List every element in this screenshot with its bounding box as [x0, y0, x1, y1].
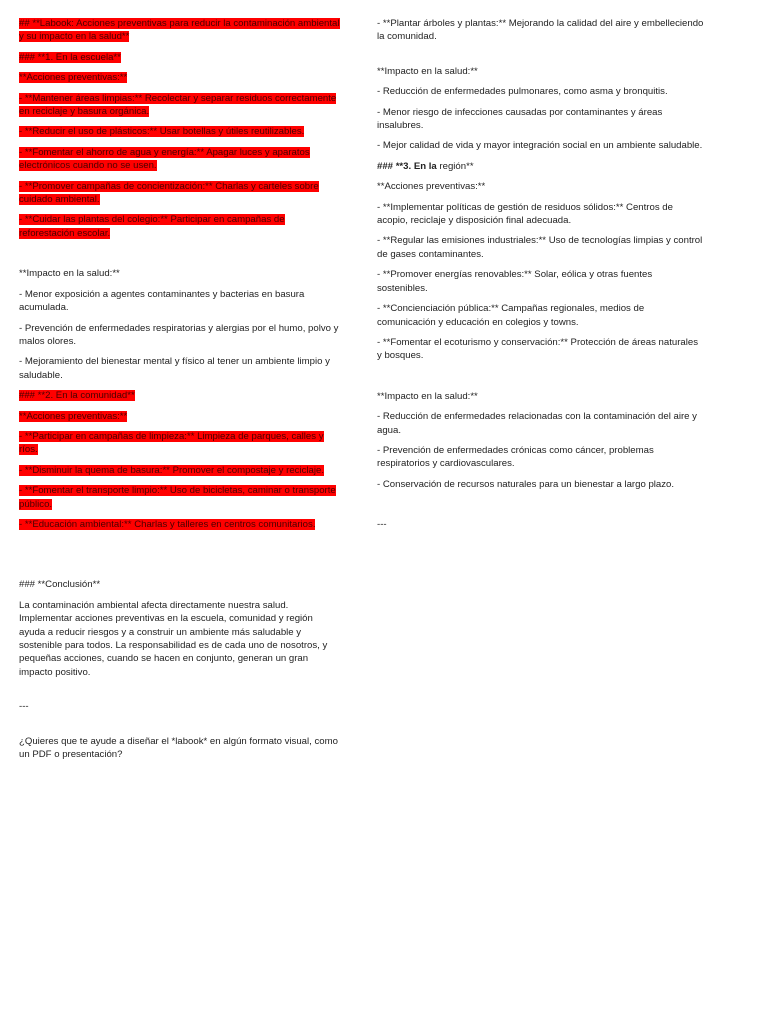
community-action-item: - **Fomentar el transporte limpio:** Uso de bicicletas, caminar o transporte público. [19, 485, 336, 510]
school-action-item: - **Cuidar las plantas del colegio:** Participar en campañas de reforestación escolar. [19, 214, 285, 239]
separator: --- [19, 701, 29, 713]
conclusion-heading: ### **Conclusión** [19, 579, 101, 591]
school-impact-item: - Prevención de enfermedades respiratorias y alergias por el humo, polvo y malos olores. [19, 322, 339, 347]
community-action-item: - **Plantar árboles y plantas:** Mejorando la calidad del aire y embelleciendo la comunidad. [377, 18, 704, 43]
community-action-item: - **Disminuir la quema de basura:** Promover el compostaje y reciclaje. [19, 464, 324, 476]
document-title: ## **Labook: Acciones preventivas para reducir la contaminación ambiental y su impacto en la salud** [19, 18, 340, 43]
community-impact-item: - Menor riesgo de infecciones causadas por contaminantes y áreas insalubres. [377, 106, 663, 132]
separator: --- [377, 519, 387, 531]
community-heading: ### **2. En la comunidad** [19, 390, 135, 402]
school-action-item: - **Mantener áreas limpias:** Recolectar y separar residuos correctamente en reciclaje y basura orgánica. [19, 92, 337, 118]
region-action-item: - **Promover energías renovables:** Solar, eólica y otras fuentes sostenibles. [377, 269, 653, 294]
school-impact-item: - Mejoramiento del bienestar mental y físico al tener un ambiente limpio y saludable. [19, 356, 330, 381]
left-column [19, 17, 341, 768]
region-action-item: - **Concienciación pública:** Campañas regionales, medios de comunicación y educación en colegios y towns. [377, 303, 645, 328]
school-heading: ### **1. En la escuela** [19, 51, 121, 63]
region-action-item: - **Fomentar el ecoturismo y conservación:** Protección de áreas naturales y bosques. [377, 336, 699, 362]
conclusion-text: La contaminación ambiental afecta directamente nuestra salud. Implementar acciones preventivas en la escuela, comunidad y región ayuda a reducir riesgos y a construir un ambiente más saludable y sostenible para todos. La responsabilidad es de cada uno de nosotros, y pequeñas acciones, cuando se hacen en conjunto, generan un gran impacto positivo. [19, 599, 328, 678]
region-action-item: - **Regular las emisiones industriales:** Uso de tecnologías limpias y control de gases contaminantes. [377, 235, 703, 260]
closing-question: ¿Quieres que te ayude a diseñar el *labook* en algún formato visual, como un PDF o presentación? [19, 735, 338, 761]
right-column [377, 17, 705, 539]
region-actions-label: **Acciones preventivas:** [377, 181, 486, 193]
region-impact-label: **Impacto en la salud:** [377, 390, 478, 402]
community-impact-item: - Reducción de enfermedades pulmonares, como asma y bronquitis. [377, 86, 668, 98]
school-impact-label: **Impacto en la salud:** [19, 268, 120, 280]
community-impact-item: - Mejor calidad de vida y mayor integración social en un ambiente saludable. [377, 140, 703, 152]
community-action-item: - **Participar en campañas de limpieza:** Limpieza de parques, calles y ríos. [19, 430, 324, 456]
school-action-item: - **Promover campañas de concientización:** Charlas y carteles sobre cuidado ambiental. [19, 180, 319, 206]
region-impact-item: - Prevención de enfermedades crónicas como cáncer, problemas respiratorios y cardiovasculares. [377, 444, 654, 470]
region-impact-item: - Conservación de recursos naturales para un bienestar a largo plazo. [377, 478, 675, 490]
region-action-item: - **Implementar políticas de gestión de residuos sólidos:** Centros de acopio, reciclaje y disposición final adecuada. [377, 201, 673, 227]
community-action-item: - **Educación ambiental:** Charlas y talleres en centros comunitarios. [19, 518, 316, 530]
region-impact-item: - Reducción de enfermedades relacionadas con la contaminación del aire y agua. [377, 411, 697, 436]
school-action-item: - **Fomentar el ahorro de agua y energía:** Apagar luces y aparatos electrónicos cuando no se usen. [19, 146, 310, 172]
school-impact-item: - Menor exposición a agentes contaminantes y bacterias en basura acumulada. [19, 288, 305, 314]
community-actions-label: **Acciones preventivas:** [19, 410, 128, 422]
region-heading: ### **3. En la región** [377, 160, 474, 172]
school-action-item: - **Reducir el uso de plásticos:** Usar botellas y útiles reutilizables. [19, 126, 305, 138]
community-impact-label: **Impacto en la salud:** [377, 65, 478, 77]
school-actions-label: **Acciones preventivas:** [19, 72, 128, 84]
